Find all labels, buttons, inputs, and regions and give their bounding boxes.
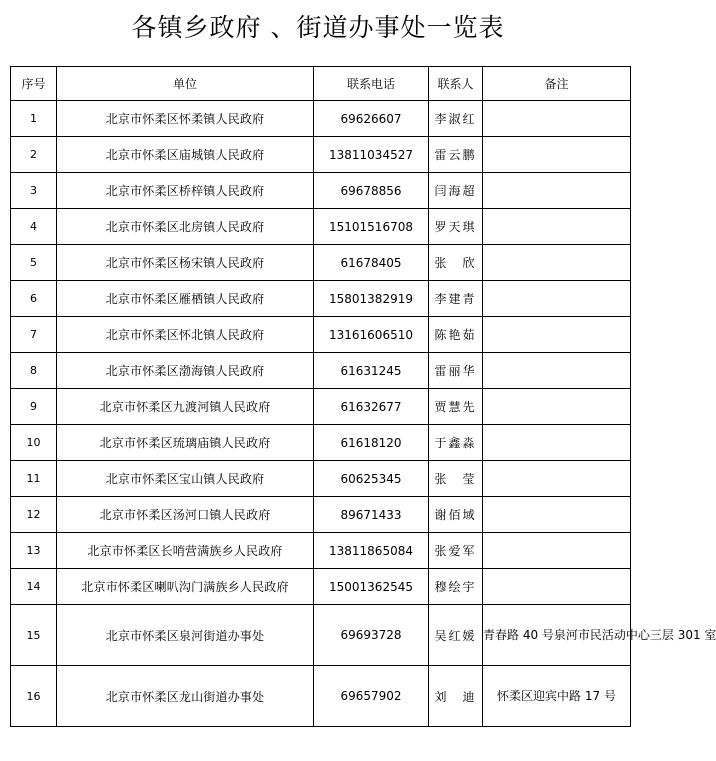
cell-unit: 北京市怀柔区杨宋镇人民政府	[57, 245, 314, 281]
header-row	[11, 67, 631, 101]
cell-note	[483, 137, 631, 173]
cell-contact: 于鑫淼	[429, 425, 483, 461]
table-row	[11, 569, 631, 605]
cell-note	[483, 209, 631, 245]
cell-note	[483, 425, 631, 461]
cell-contact: 张 欣	[429, 245, 483, 281]
cell-unit: 北京市怀柔区喇叭沟门满族乡人民政府	[57, 569, 314, 605]
cell-contact: 张爱军	[429, 533, 483, 569]
header-phone: 联系电话	[314, 67, 429, 101]
table-row	[11, 317, 631, 353]
cell-note: 青春路 40 号泉河市民活动中心三层 301 室	[483, 605, 631, 666]
cell-contact: 贾慧先	[429, 389, 483, 425]
cell-unit: 北京市怀柔区琉璃庙镇人民政府	[57, 425, 314, 461]
cell-seq: 11	[11, 461, 57, 497]
table-row	[11, 209, 631, 245]
cell-note	[483, 497, 631, 533]
cell-seq: 9	[11, 389, 57, 425]
header-note: 备注	[483, 67, 631, 101]
table-row	[11, 101, 631, 137]
cell-phone: 13811865084	[314, 533, 429, 569]
cell-contact: 陈艳茹	[429, 317, 483, 353]
cell-note	[483, 245, 631, 281]
cell-seq: 15	[11, 605, 57, 666]
cell-contact: 张 莹	[429, 461, 483, 497]
table-row	[11, 497, 631, 533]
cell-phone: 69693728	[314, 605, 429, 666]
cell-contact: 闫海超	[429, 173, 483, 209]
cell-contact: 雷云鹏	[429, 137, 483, 173]
cell-note	[483, 569, 631, 605]
cell-phone: 61678405	[314, 245, 429, 281]
cell-seq: 5	[11, 245, 57, 281]
cell-seq: 4	[11, 209, 57, 245]
cell-seq: 3	[11, 173, 57, 209]
cell-contact: 刘 迪	[429, 666, 483, 727]
cell-seq: 2	[11, 137, 57, 173]
cell-note	[483, 353, 631, 389]
cell-note	[483, 461, 631, 497]
cell-contact: 吴红媛	[429, 605, 483, 666]
cell-note: 怀柔区迎宾中路 17 号	[483, 666, 631, 727]
cell-note	[483, 533, 631, 569]
cell-seq: 14	[11, 569, 57, 605]
cell-phone: 15001362545	[314, 569, 429, 605]
cell-note	[483, 317, 631, 353]
table-row	[11, 666, 631, 727]
cell-unit: 北京市怀柔区怀北镇人民政府	[57, 317, 314, 353]
cell-phone: 69657902	[314, 666, 429, 727]
cell-seq: 12	[11, 497, 57, 533]
cell-contact: 雷丽华	[429, 353, 483, 389]
cell-unit: 北京市怀柔区汤河口镇人民政府	[57, 497, 314, 533]
cell-phone: 60625345	[314, 461, 429, 497]
table-row	[11, 533, 631, 569]
cell-seq: 16	[11, 666, 57, 727]
cell-unit: 北京市怀柔区龙山街道办事处	[57, 666, 314, 727]
cell-unit: 北京市怀柔区泉河街道办事处	[57, 605, 314, 666]
cell-seq: 7	[11, 317, 57, 353]
table-row	[11, 281, 631, 317]
cell-unit: 北京市怀柔区北房镇人民政府	[57, 209, 314, 245]
cell-unit: 北京市怀柔区怀柔镇人民政府	[57, 101, 314, 137]
cell-contact: 罗天琪	[429, 209, 483, 245]
cell-seq: 6	[11, 281, 57, 317]
cell-unit: 北京市怀柔区庙城镇人民政府	[57, 137, 314, 173]
cell-contact: 李建青	[429, 281, 483, 317]
table-row	[11, 605, 631, 666]
cell-contact: 李淑红	[429, 101, 483, 137]
cell-phone: 15101516708	[314, 209, 429, 245]
table-row	[11, 173, 631, 209]
cell-note	[483, 281, 631, 317]
cell-seq: 8	[11, 353, 57, 389]
cell-phone: 69626607	[314, 101, 429, 137]
page-title: 各镇乡政府 、街道办事处一览表	[131, 13, 505, 42]
table-row	[11, 425, 631, 461]
header-contact: 联系人	[429, 67, 483, 101]
cell-phone: 89671433	[314, 497, 429, 533]
header-unit: 单位	[57, 67, 314, 101]
cell-seq: 1	[11, 101, 57, 137]
cell-phone: 61631245	[314, 353, 429, 389]
cell-unit: 北京市怀柔区宝山镇人民政府	[57, 461, 314, 497]
header-seq: 序号	[11, 67, 57, 101]
cell-seq: 13	[11, 533, 57, 569]
table-row	[11, 353, 631, 389]
table-row	[11, 245, 631, 281]
table-row	[11, 137, 631, 173]
cell-unit: 北京市怀柔区渤海镇人民政府	[57, 353, 314, 389]
cell-phone: 61632677	[314, 389, 429, 425]
table-row	[11, 461, 631, 497]
cell-phone: 61618120	[314, 425, 429, 461]
cell-unit: 北京市怀柔区长哨营满族乡人民政府	[57, 533, 314, 569]
cell-note	[483, 173, 631, 209]
cell-note	[483, 389, 631, 425]
cell-contact: 穆绘宇	[429, 569, 483, 605]
cell-unit: 北京市怀柔区九渡河镇人民政府	[57, 389, 314, 425]
cell-phone: 13811034527	[314, 137, 429, 173]
directory-table	[10, 66, 716, 727]
table-row	[11, 389, 631, 425]
cell-phone: 13161606510	[314, 317, 429, 353]
cell-seq: 10	[11, 425, 57, 461]
cell-note	[483, 101, 631, 137]
cell-contact: 谢佰域	[429, 497, 483, 533]
cell-phone: 69678856	[314, 173, 429, 209]
cell-phone: 15801382919	[314, 281, 429, 317]
cell-unit: 北京市怀柔区桥梓镇人民政府	[57, 173, 314, 209]
cell-unit: 北京市怀柔区雁栖镇人民政府	[57, 281, 314, 317]
